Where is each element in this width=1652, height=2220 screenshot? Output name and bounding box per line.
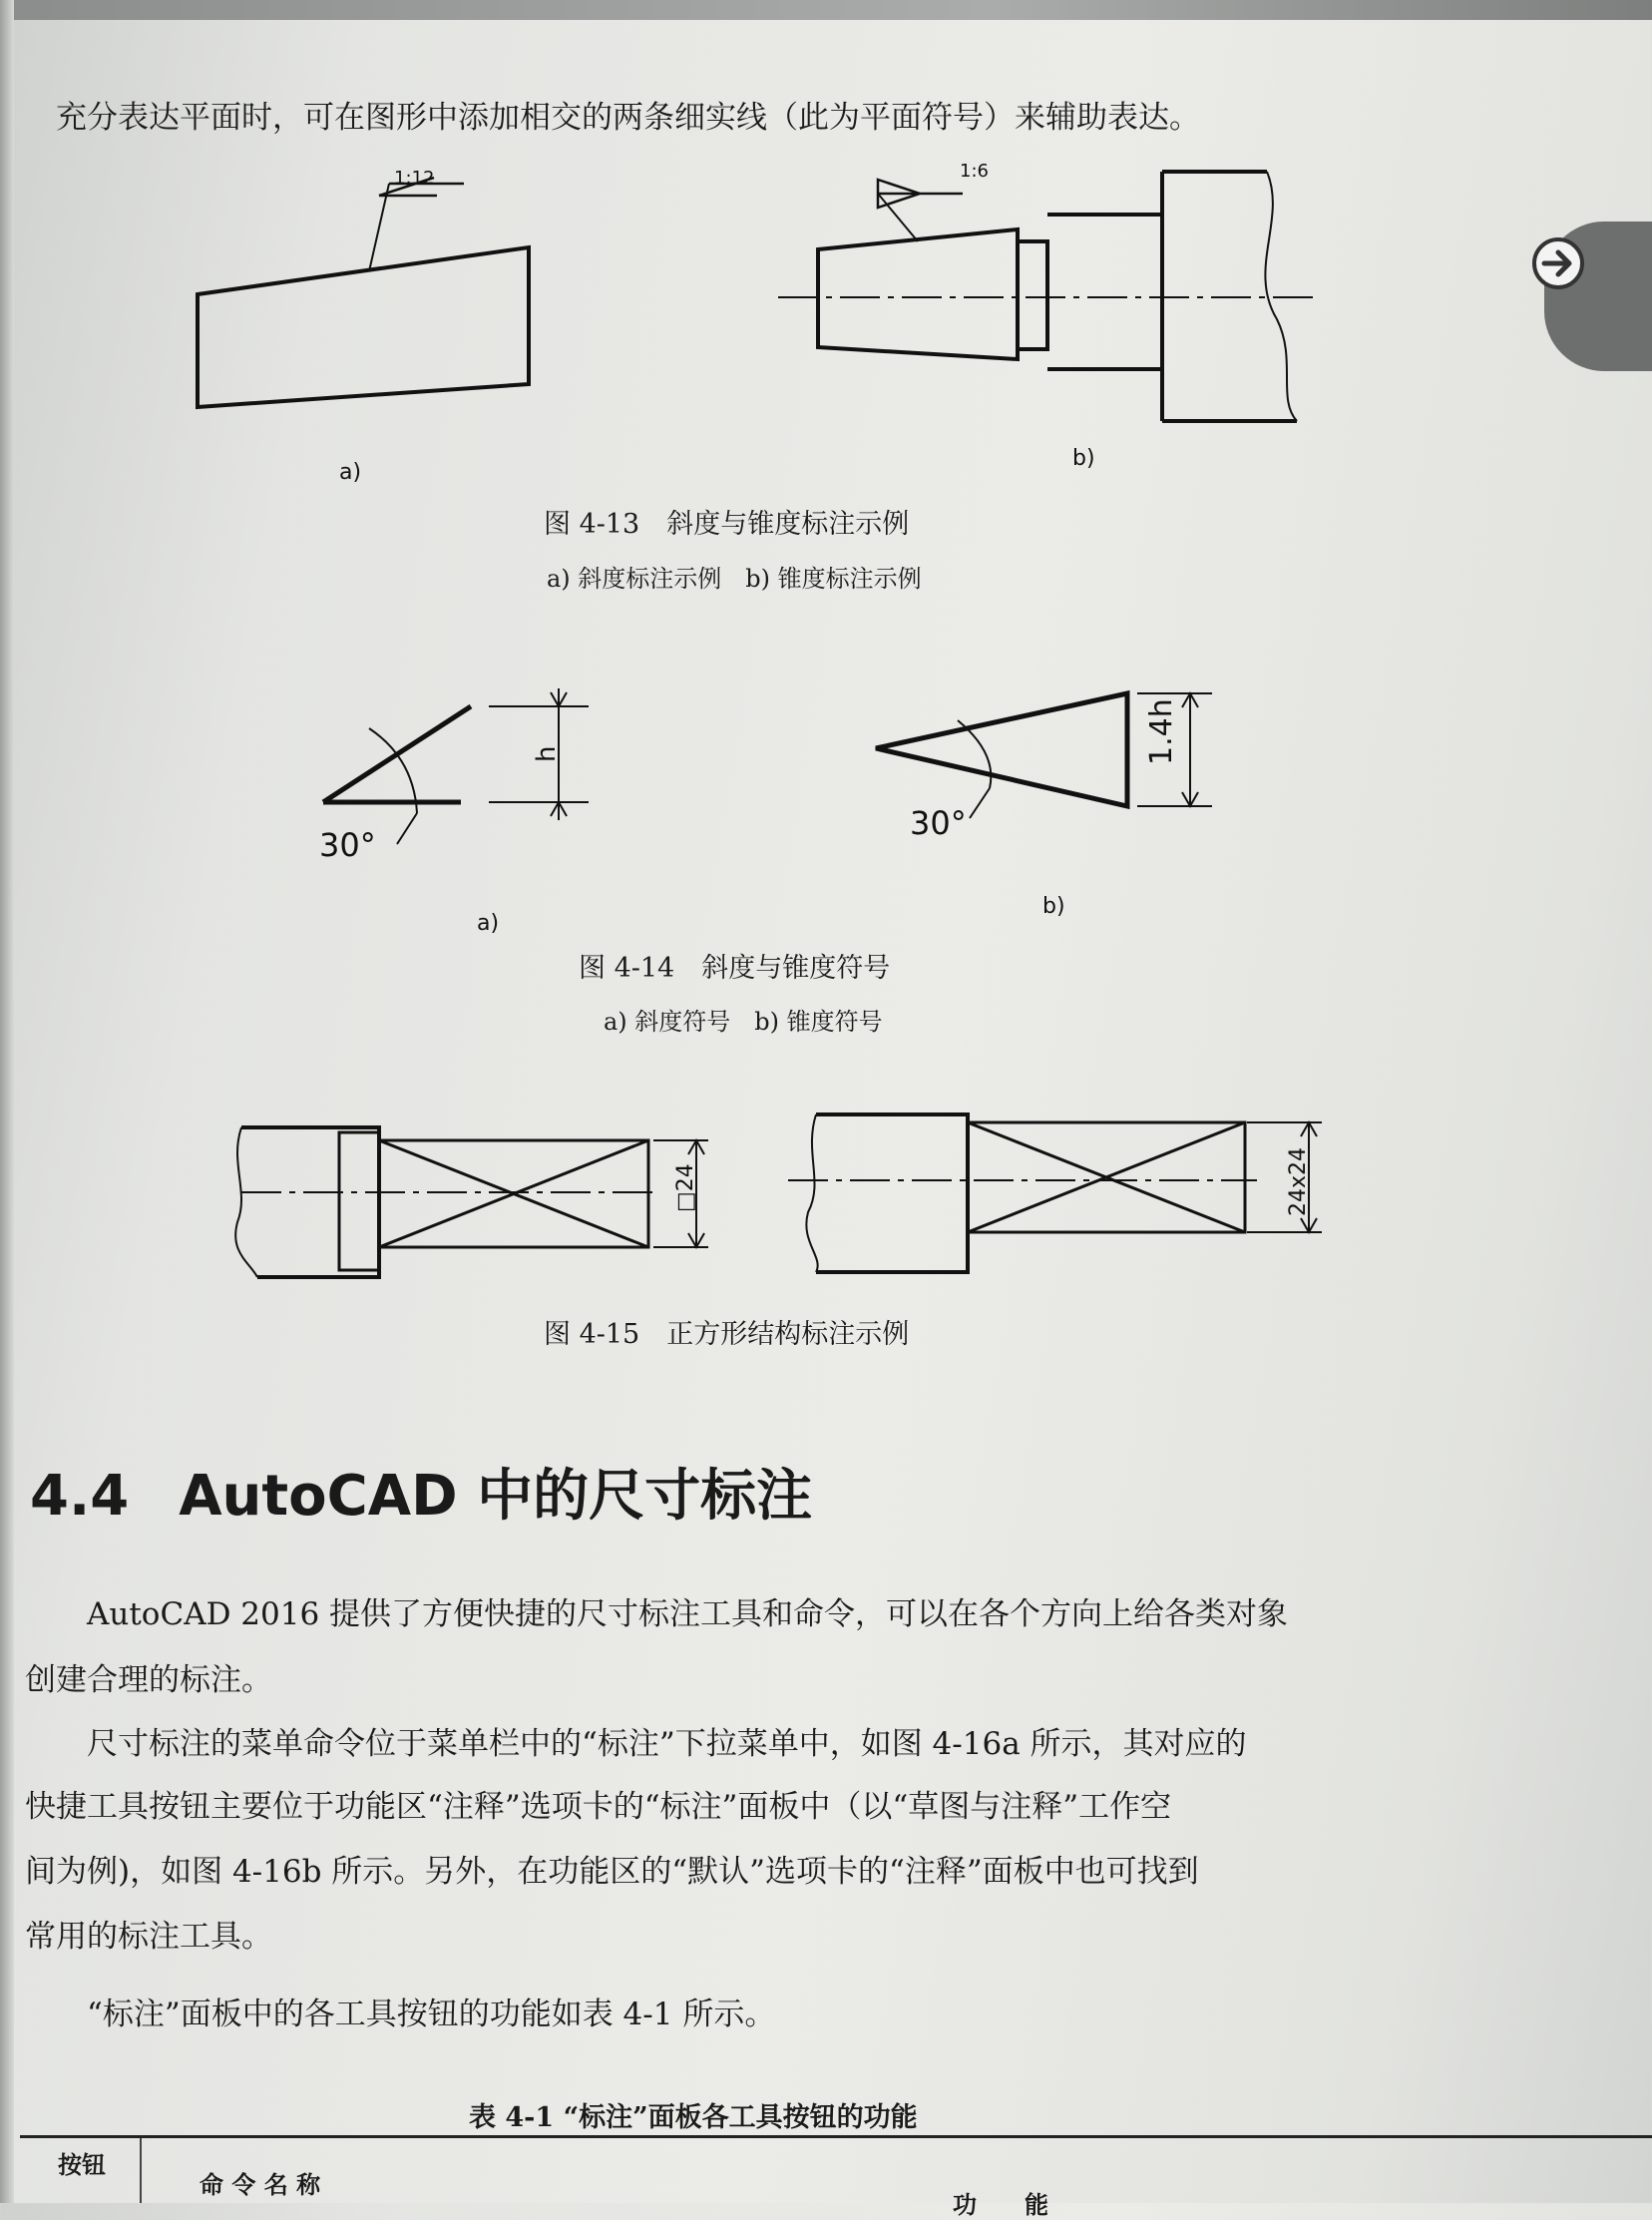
table-col-function: 功 能 bbox=[953, 2190, 1048, 2219]
taper-cone bbox=[818, 229, 1018, 359]
figure-4-13 bbox=[180, 160, 1357, 489]
para2-line2: 快捷工具按钮主要位于功能区“注释”选项卡的“标注”面板中（以“草图与注释”工作空 bbox=[25, 1789, 1172, 1825]
section-heading bbox=[30, 1452, 812, 1532]
para2-line4: 常用的标注工具。 bbox=[25, 1919, 272, 1955]
table-col-divider-1 bbox=[140, 2138, 142, 2203]
fig13-subcaption: a) 斜度标注示例 b) 锥度标注示例 bbox=[547, 565, 922, 593]
table-col-command: 命 令 名 称 bbox=[200, 2170, 321, 2199]
shaft-neck bbox=[1018, 241, 1047, 349]
height-label: 1.4h bbox=[1144, 698, 1179, 765]
fig14-label-b: b) bbox=[1042, 894, 1065, 919]
left-break bbox=[235, 1127, 257, 1277]
table-col-button: 按钮 bbox=[58, 2150, 106, 2179]
page-edge bbox=[0, 0, 14, 2203]
taper-triangle bbox=[876, 693, 1127, 806]
table-top-rule bbox=[20, 2135, 1652, 2138]
intro-line: 充分表达平面时，可在图形中添加相交的两条细实线（此为平面符号）来辅助表达。 bbox=[56, 100, 1200, 136]
right-square-section bbox=[968, 1122, 1245, 1232]
para3-line1: “标注”面板中的各工具按钮的功能如表 4-1 所示。 bbox=[25, 1997, 776, 2032]
figure-4-15 bbox=[229, 1093, 1347, 1292]
right-shaft bbox=[816, 1114, 968, 1272]
fig14-subcaption: a) 斜度符号 b) 锥度符号 bbox=[604, 1008, 883, 1036]
arrow-right-icon bbox=[1528, 233, 1588, 293]
fig13-label-b: b) bbox=[1072, 446, 1095, 471]
taper-symbol bbox=[878, 180, 963, 208]
angle-b: 30° bbox=[910, 804, 967, 842]
right-break bbox=[806, 1114, 817, 1272]
figure-4-14 bbox=[299, 649, 1257, 938]
para1-line1: AutoCAD 2016 提供了方便快捷的尺寸标注工具和命令，可以在各个方向上给各类对象 bbox=[25, 1596, 1289, 1632]
angle-leader-b bbox=[970, 788, 990, 818]
h-label: h bbox=[532, 745, 562, 762]
fig13-caption: 图 4-13 斜度与锥度标注示例 bbox=[544, 509, 910, 540]
table-caption: 表 4-1 “标注”面板各工具按钮的功能 bbox=[469, 2102, 918, 2133]
fig14-caption: 图 4-14 斜度与锥度符号 bbox=[579, 953, 891, 984]
dim-right: 24x24 bbox=[1286, 1146, 1311, 1216]
dim-left: □24 bbox=[673, 1163, 698, 1212]
slope-block bbox=[198, 247, 529, 407]
slope-value: 1:12 bbox=[394, 168, 435, 189]
para2-line3: 间为例)，如图 4-16b 所示。另外，在功能区的“默认”选项卡的“注释”面板中也可找到 bbox=[25, 1854, 1199, 1890]
section-title: AutoCAD 中的尺寸标注 bbox=[179, 1464, 813, 1529]
fig15-caption: 图 4-15 正方形结构标注示例 bbox=[544, 1319, 910, 1350]
section-number: 4.4 bbox=[30, 1464, 130, 1529]
para2-line1: 尺寸标注的菜单命令位于菜单栏中的“标注”下拉菜单中，如图 4-16a 所示，其对应的 bbox=[25, 1726, 1247, 1762]
taper-value: 1:6 bbox=[960, 161, 989, 182]
left-square-section bbox=[379, 1140, 648, 1247]
fig14-label-a: a) bbox=[477, 911, 500, 936]
fig13-label-a: a) bbox=[339, 460, 362, 485]
left-square bbox=[339, 1132, 379, 1270]
angle-leader-a bbox=[397, 813, 417, 844]
angle-a: 30° bbox=[319, 826, 376, 864]
para1-line2: 创建合理的标注。 bbox=[25, 1662, 272, 1698]
shaft-step bbox=[1047, 215, 1162, 369]
top-strip bbox=[0, 0, 1652, 20]
left-shaft bbox=[241, 1127, 379, 1277]
